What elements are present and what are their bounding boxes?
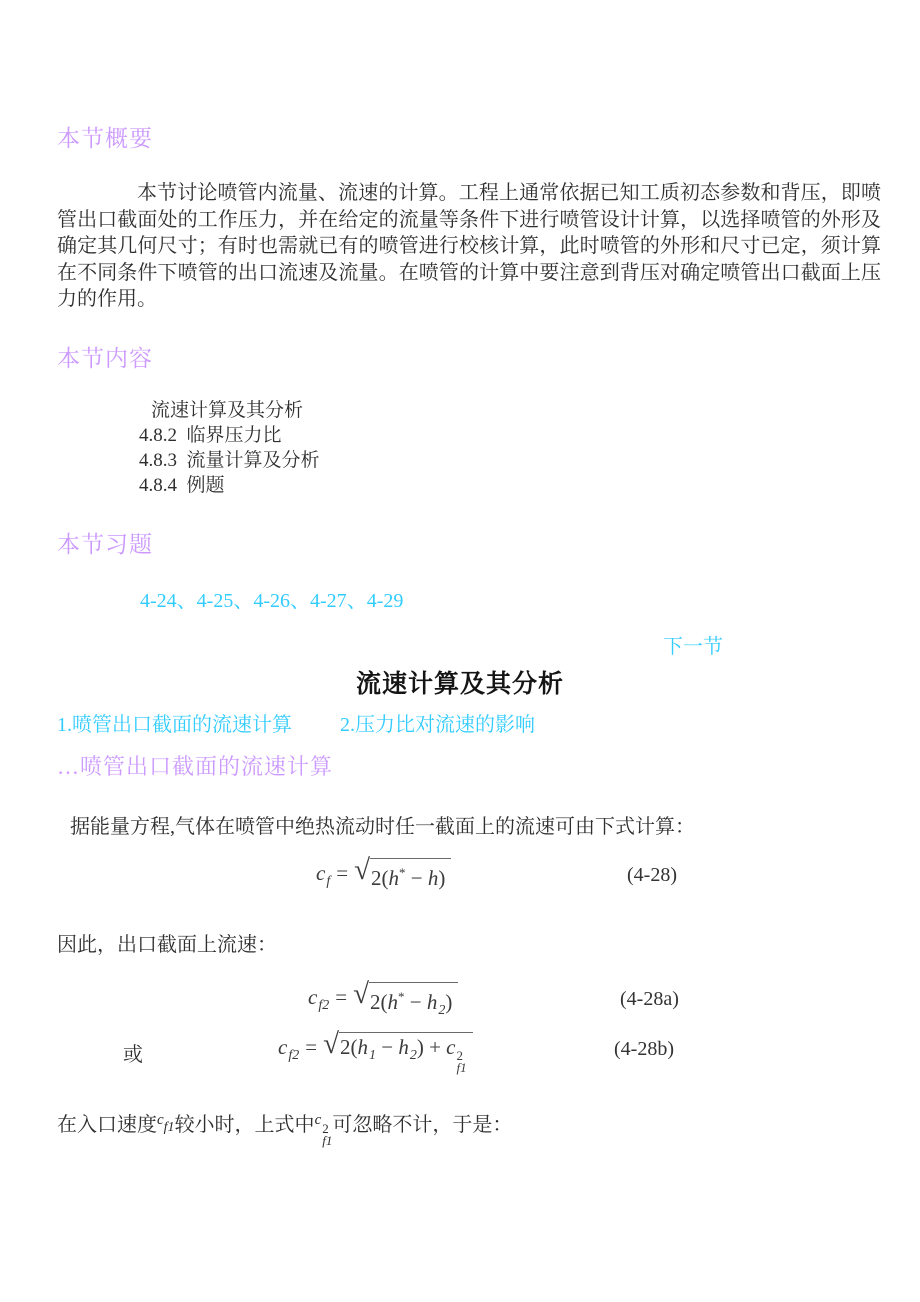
content-item-flow-calc: 4.8.3 流量计算及分析 <box>139 450 320 471</box>
page-title: 流速计算及其分析 <box>355 670 564 698</box>
eq2-h-star: h <box>387 990 398 1014</box>
sqrt-sign-icon: √ <box>354 854 370 886</box>
or-label: 或 <box>123 1044 143 1066</box>
eq1-star: * <box>398 865 406 880</box>
exercise-link-4-29[interactable]: 4-29 <box>366 590 404 612</box>
exercise-separator: 、 <box>290 590 311 612</box>
eq2-h2-sub: 2 <box>438 1003 446 1019</box>
eq3-open: 2( <box>339 1035 358 1059</box>
content-item-velocity: 流速计算及其分析 <box>151 400 304 421</box>
eq3-lhs-sub: f2 <box>288 1048 300 1064</box>
eq3-h2: h <box>398 1035 409 1059</box>
eq2-open: 2( <box>369 990 388 1014</box>
closing-t1: 在入口速度 <box>57 1114 157 1136</box>
overview-paragraph: 本节讨论喷管内流量、流速的计算。工程上通常依据已知工质初态参数和背压，即喷管出口截面处的工作压力，并在给定的流量等条件下进行喷管设计计算，以选择喷管的外形及确定其几何尺寸；有时也需就已有的喷管进行校核计算，此时喷管的外形和尺寸已定，须计算在不同条件下喷管的出口流速及流量。在喷管的计算中要注意到背压对确定喷管出口截面上压力的作用。 <box>57 182 881 310</box>
content-item-examples: 4.8.4 例题 <box>139 475 225 496</box>
eq3-lhs: c <box>278 1035 288 1059</box>
closing-text <box>57 1108 512 1147</box>
eq1-minus: − <box>405 866 428 890</box>
equals-sign: = <box>335 985 348 1009</box>
energy-equation-intro: 据能量方程,气体在喷管中绝热流动时任一截面上的流速可由下式计算： <box>70 816 695 838</box>
content-list <box>139 398 320 498</box>
eq3-c-sup: 2 <box>456 1048 463 1063</box>
eq1-open: 2( <box>370 866 389 890</box>
sqrt-sign-icon: √ <box>353 978 369 1010</box>
square-root <box>323 1028 473 1075</box>
inline-c2: c <box>314 1112 322 1128</box>
square-root <box>354 854 451 890</box>
heading-section-exercises: 本节习题 <box>57 532 153 557</box>
equation-number-4-28a: (4-28a) <box>620 988 679 1010</box>
eq2-minus: − <box>404 990 427 1014</box>
inline-c2-sup: 2 <box>322 1121 329 1136</box>
inline-c: c <box>157 1112 164 1128</box>
exercise-separator: 、 <box>233 590 254 612</box>
heading-section-overview: 本节概要 <box>57 126 153 151</box>
eq2-star: * <box>397 989 405 1004</box>
exercise-separator: 、 <box>346 590 367 612</box>
exercise-separator: 、 <box>176 590 197 612</box>
inline-c2-supsub <box>322 1123 332 1147</box>
eq3-h2-sub: 2 <box>409 1048 417 1064</box>
next-section-link[interactable]: 下一节 <box>663 636 723 658</box>
equation-4-28 <box>316 854 451 890</box>
closing-t2: 较小时，上式中 <box>174 1114 315 1136</box>
eq3-c: c <box>446 1035 456 1059</box>
therefore-text: 因此，出口截面上流速： <box>57 934 277 956</box>
eq1-close: ) <box>438 866 446 890</box>
exercise-links-row <box>140 584 403 613</box>
eq1-h: h <box>427 866 439 890</box>
equation-number-4-28: (4-28) <box>627 864 677 886</box>
sublink-pressure-ratio-effect[interactable]: 2.压力比对流速的影响 <box>340 714 535 736</box>
square-root <box>353 978 458 1023</box>
eq2-h2: h <box>426 990 438 1014</box>
inline-c-sub: f1 <box>163 1120 175 1135</box>
equation-4-28b <box>278 1028 473 1075</box>
content-item-critical-pressure: 4.8.2 临界压力比 <box>139 425 282 446</box>
eq3-h1: h <box>357 1035 368 1059</box>
equals-sign: = <box>336 861 349 885</box>
eq1-lhs-sub: f <box>326 874 331 890</box>
eq2-lhs: c <box>308 985 318 1009</box>
subheading-outlet-velocity: …喷管出口截面的流速计算 <box>57 754 334 779</box>
eq3-h1-sub: 1 <box>368 1048 376 1064</box>
eq2-lhs-sub: f2 <box>318 998 330 1014</box>
sublink-outlet-velocity-calc[interactable]: 1.喷管出口截面的流速计算 <box>57 714 292 736</box>
eq3-plus: ) + <box>416 1035 447 1059</box>
eq3-c-sub: f1 <box>456 1060 467 1075</box>
exercise-link-4-25[interactable]: 4-25 <box>196 590 234 612</box>
equation-number-4-28b: (4-28b) <box>614 1038 674 1060</box>
eq1-lhs: c <box>316 861 326 885</box>
exercise-link-4-27[interactable]: 4-27 <box>310 590 347 612</box>
heading-section-content: 本节内容 <box>57 346 153 371</box>
equals-sign: = <box>305 1035 318 1059</box>
inline-c2-sub: f1 <box>322 1133 333 1148</box>
closing-t3: 可忽略不计，于是： <box>332 1114 513 1136</box>
eq3-c-supsub <box>457 1050 467 1074</box>
equation-4-28a <box>308 978 458 1023</box>
eq1-h-star: h <box>388 866 399 890</box>
sqrt-sign-icon: √ <box>323 1028 339 1060</box>
exercise-link-4-26[interactable]: 4-26 <box>253 590 291 612</box>
eq2-close: ) <box>445 990 453 1014</box>
eq3-minus: − <box>375 1035 399 1059</box>
exercise-link-4-24[interactable]: 4-24 <box>140 590 177 612</box>
